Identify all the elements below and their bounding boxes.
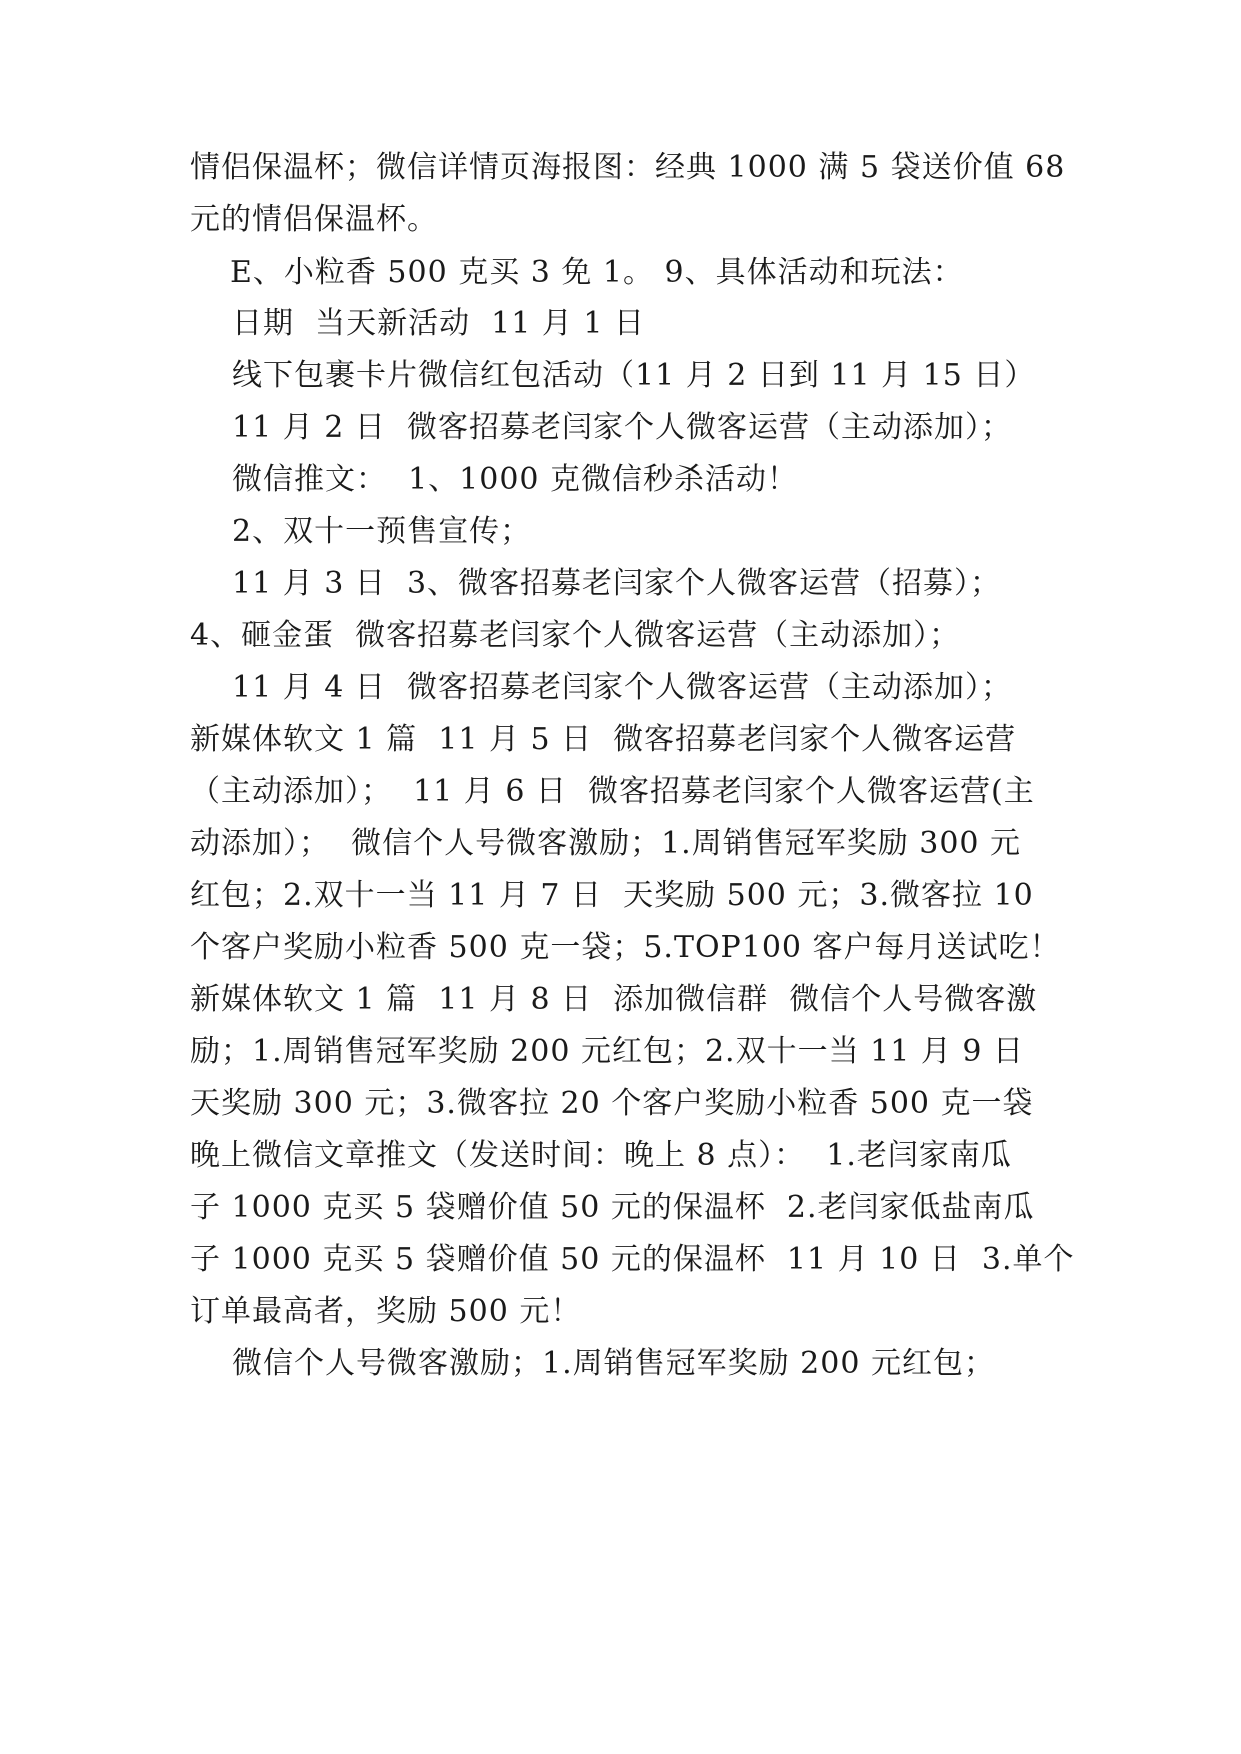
text-line: 新媒体软文 1 篇 11 月 8 日 添加微信群 微信个人号微客激: [190, 982, 1038, 1017]
text-line: 新媒体软文 1 篇 11 月 5 日 微客招募老闫家个人微客运营: [190, 722, 1017, 757]
text-line: 个客户奖励小粒香 500 克一袋；5.TOP100 客户每月送试吃！: [190, 930, 1061, 965]
text-line: 情侣保温杯；微信详情页海报图：经典 1000 满 5 袋送价值 68: [190, 150, 1066, 185]
text-line: 天奖励 300 元；3.微客拉 20 个客户奖励小粒香 500 克一袋: [190, 1086, 1034, 1121]
text-line: 晚上微信文章推文（发送时间：晚上 8 点）： 1.老闫家南瓜: [190, 1138, 1012, 1173]
text-line: 2、双十一预售宣传；: [232, 514, 532, 549]
text-line: （主动添加）； 11 月 6 日 微客招募老闫家个人微客运营(主: [190, 774, 1035, 809]
text-line: 元的情侣保温杯。: [190, 202, 438, 237]
text-line: 11 月 2 日 微客招募老闫家个人微客运营（主动添加）；: [232, 410, 1012, 445]
text-line: 微信个人号微客激励；1.周销售冠军奖励 200 元红包；: [232, 1346, 995, 1381]
text-line: E、小粒香 500 克买 3 免 1。 9、具体活动和玩法：: [230, 255, 964, 290]
text-line: 4、砸金蛋 微客招募老闫家个人微客运营（主动添加）；: [190, 618, 961, 653]
text-line: 订单最高者，奖励 500 元！: [190, 1294, 582, 1329]
text-line: 子 1000 克买 5 袋赠价值 50 元的保温杯 11 月 10 日 3.单个: [190, 1242, 1075, 1277]
text-line: 线下包裹卡片微信红包活动（11 月 2 日到 11 月 15 日）: [232, 358, 1036, 393]
text-line: 11 月 4 日 微客招募老闫家个人微客运营（主动添加）；: [232, 670, 1012, 705]
text-line: 11 月 3 日 3、微客招募老闫家个人微客运营（招募）；: [232, 566, 1002, 601]
text-line: 动添加）； 微信个人号微客激励；1.周销售冠军奖励 300 元: [190, 826, 1022, 861]
text-line: 子 1000 克买 5 袋赠价值 50 元的保温杯 2.老闫家低盐南瓜: [190, 1190, 1035, 1225]
text-line: 日期 当天新活动 11 月 1 日: [232, 306, 646, 341]
text-line: 红包；2.双十一当 11 月 7 日 天奖励 500 元；3.微客拉 10: [190, 878, 1034, 913]
text-line: 微信推文： 1、1000 克微信秒杀活动！: [232, 462, 799, 497]
text-line: 励；1.周销售冠军奖励 200 元红包；2.双十一当 11 月 9 日: [190, 1034, 1024, 1069]
